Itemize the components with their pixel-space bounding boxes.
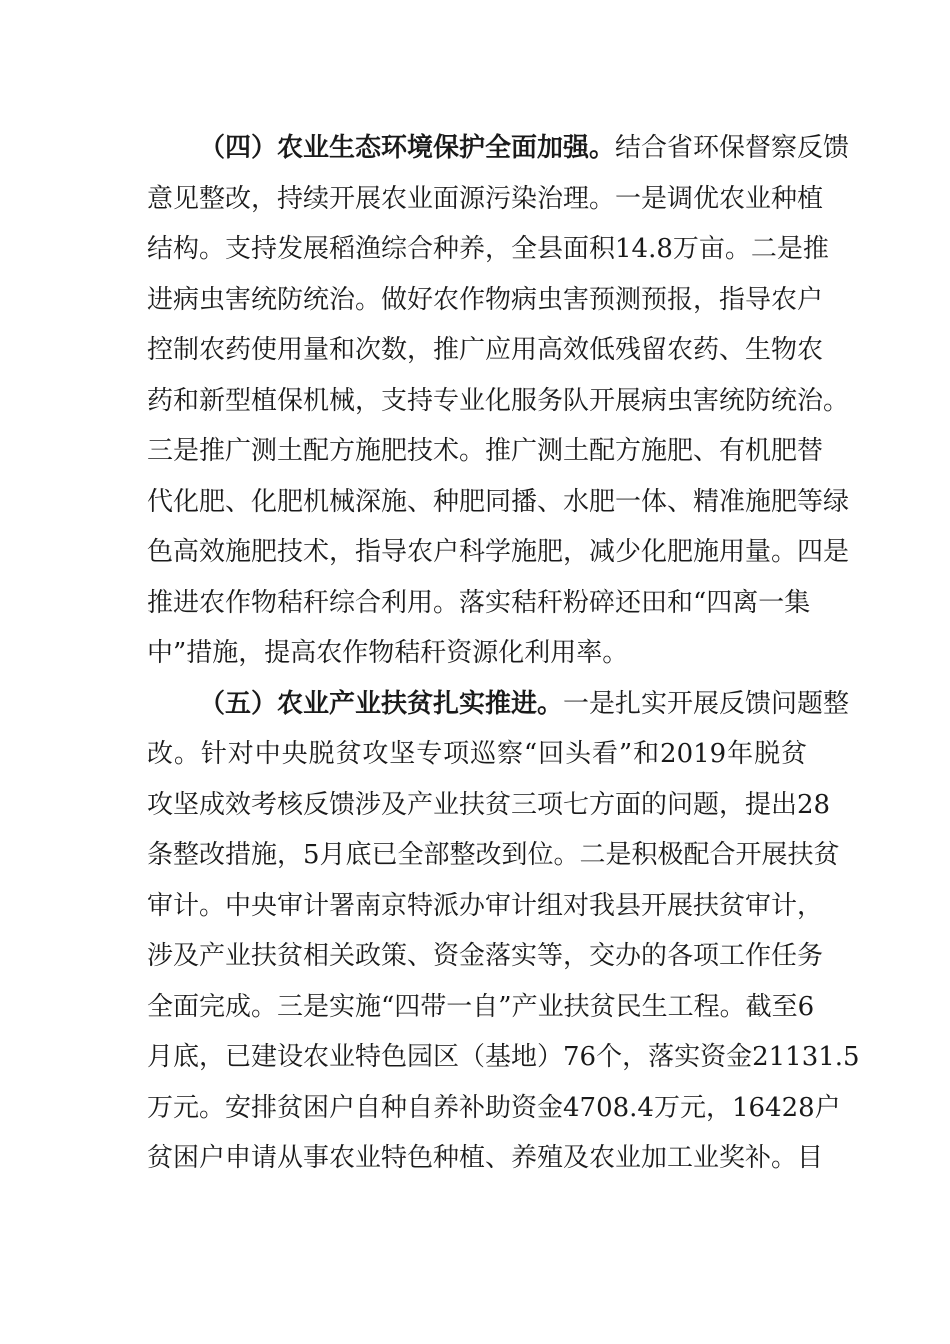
section5-text-1: 一是扎实开展反馈问题整 bbox=[563, 689, 850, 719]
section4-line-11: 中”措施，提高农作物秸秆资源化利用率。 bbox=[147, 638, 629, 668]
section5-heading: （五）农业产业扶贫扎实推进。 bbox=[199, 689, 564, 719]
section4-line-5: 控制农药使用量和次数，推广应用高效低残留农药、生物农 bbox=[147, 335, 824, 365]
section4-line-9: 色高效施肥技术，指导农户科学施肥，减少化肥施用量。四是 bbox=[147, 537, 850, 567]
section4-line-3: 结构。支持发展稻渔综合种养，全县面积14.8万亩。二是推 bbox=[147, 234, 829, 264]
section5-line-5: 审计。中央审计署南京特派办审计组对我县开展扶贫审计， bbox=[147, 891, 824, 921]
section4-line-10: 推进农作物秸秆综合利用。落实秸秆粉碎还田和“四离一集 bbox=[147, 588, 811, 618]
section4-text-1: 结合省环保督察反馈 bbox=[615, 133, 850, 163]
section5-line-2: 改。针对中央脱贫攻坚专项巡察“回头看”和2019年脱贫 bbox=[147, 739, 807, 769]
section4-line-8: 代化肥、化肥机械深施、种肥同播、水肥一体、精准施肥等绿 bbox=[147, 487, 850, 517]
section5-line-4: 条整改措施，5月底已全部整改到位。二是积极配合开展扶贫 bbox=[147, 840, 840, 870]
section4-line-1 bbox=[199, 131, 850, 165]
section5-line-6: 涉及产业扶贫相关政策、资金落实等，交办的各项工作任务 bbox=[147, 941, 824, 971]
section4-line-2: 意见整改，持续开展农业面源污染治理。一是调优农业种植 bbox=[147, 184, 824, 214]
section5-line-9: 万元。安排贫困户自种自养补助资金4708.4万元，16428户 bbox=[147, 1093, 841, 1123]
section4-line-4: 进病虫害统防统治。做好农作物病虫害预测预报，指导农户 bbox=[147, 285, 824, 315]
section5-line-1 bbox=[199, 687, 850, 721]
section5-line-10: 贫困户申请从事农业特色种植、养殖及农业加工业奖补。目 bbox=[147, 1143, 824, 1173]
section5-line-8: 月底，已建设农业特色园区（基地）76个，落实资金21131.5 bbox=[147, 1042, 860, 1072]
section5-line-7: 全面完成。三是实施“四带一自”产业扶贫民生工程。截至6 bbox=[147, 992, 815, 1022]
section5-line-3: 攻坚成效考核反馈涉及产业扶贫三项七方面的问题，提出28 bbox=[147, 790, 831, 820]
section4-heading: （四）农业生态环境保护全面加强。 bbox=[199, 133, 616, 163]
section4-line-6: 药和新型植保机械，支持专业化服务队开展病虫害统防统治。 bbox=[147, 386, 850, 416]
section4-line-7: 三是推广测土配方施肥技术。推广测土配方施肥、有机肥替 bbox=[147, 436, 824, 466]
